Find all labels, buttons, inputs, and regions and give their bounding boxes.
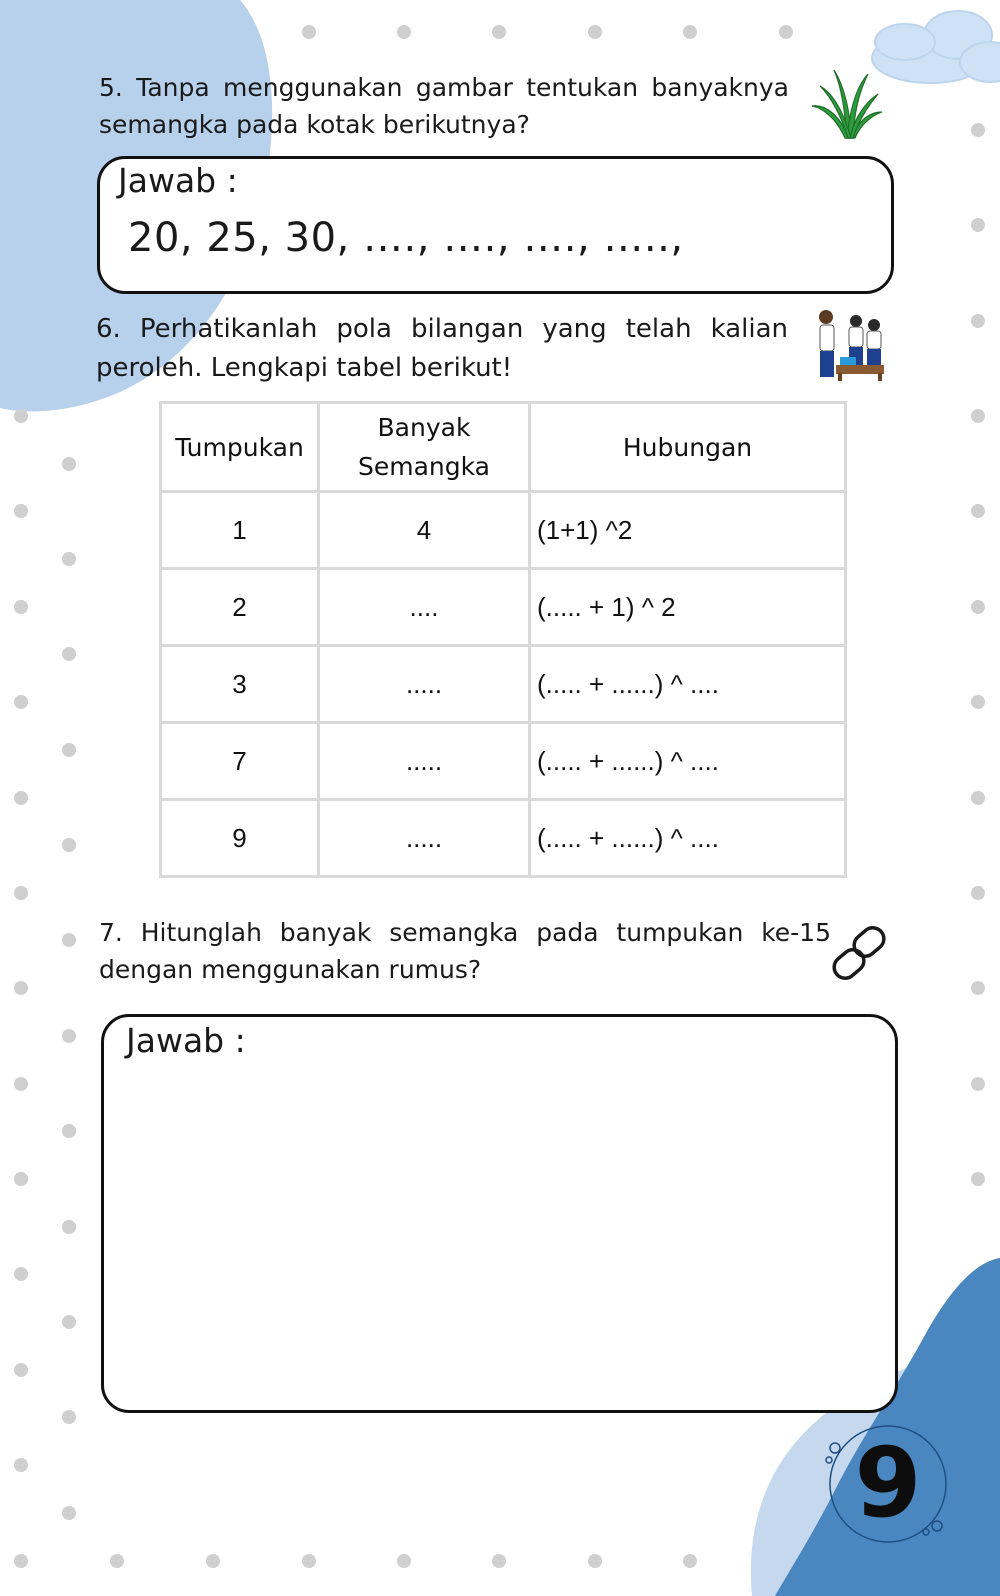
table-cell[interactable]: (..... + 1) ^ 2 xyxy=(530,569,846,646)
table-cell[interactable]: (..... + ......) ^ .... xyxy=(530,800,846,877)
students-illustration-icon xyxy=(812,307,888,383)
table-cell: 1 xyxy=(161,492,319,569)
table-row xyxy=(161,723,846,800)
question-7-text: 7. Hitunglah banyak semangka pada tumpukan ke-15 dengan menggunakan rumus? xyxy=(99,918,831,984)
table-cell[interactable]: (1+1) ^2 xyxy=(530,492,846,569)
answer-box-7[interactable] xyxy=(101,1014,898,1413)
table-cell[interactable]: (..... + ......) ^ .... xyxy=(530,723,846,800)
table-cell: 7 xyxy=(161,723,319,800)
table-cell[interactable]: (..... + ......) ^ .... xyxy=(530,646,846,723)
column-header: Tumpukan xyxy=(161,403,319,492)
column-header: Hubungan xyxy=(530,403,846,492)
answer-label: Jawab : xyxy=(118,161,238,200)
answer-label: Jawab : xyxy=(126,1021,246,1060)
grass-icon xyxy=(812,68,882,140)
number-sequence: 20, 25, 30, …., …., …., ….., xyxy=(128,215,684,261)
table-cell: 9 xyxy=(161,800,319,877)
table-header-row xyxy=(161,403,846,492)
table-cell: 3 xyxy=(161,646,319,723)
pattern-table xyxy=(159,401,847,878)
page-number: 9 xyxy=(854,1427,922,1539)
table-row xyxy=(161,492,846,569)
page-number-badge xyxy=(825,1420,951,1546)
question-5-text: 5. Tanpa menggunakan gambar tentukan banyaknya semangka pada kotak berikutnya? xyxy=(99,73,789,139)
table-row xyxy=(161,800,846,877)
table-row xyxy=(161,646,846,723)
answer-box-5[interactable] xyxy=(97,156,894,294)
table-cell[interactable]: ..... xyxy=(319,723,530,800)
chain-link-icon xyxy=(826,920,892,986)
table-cell: 2 xyxy=(161,569,319,646)
question-6-text: 6. Perhatikanlah pola bilangan yang telah kalian peroleh. Lengkapi tabel berikut! xyxy=(96,314,788,383)
table-row xyxy=(161,569,846,646)
table-cell[interactable]: .... xyxy=(319,569,530,646)
table-cell[interactable]: ..... xyxy=(319,646,530,723)
table-cell[interactable]: 4 xyxy=(319,492,530,569)
table-cell[interactable]: ..... xyxy=(319,800,530,877)
column-header: Banyak Semangka xyxy=(319,403,530,492)
